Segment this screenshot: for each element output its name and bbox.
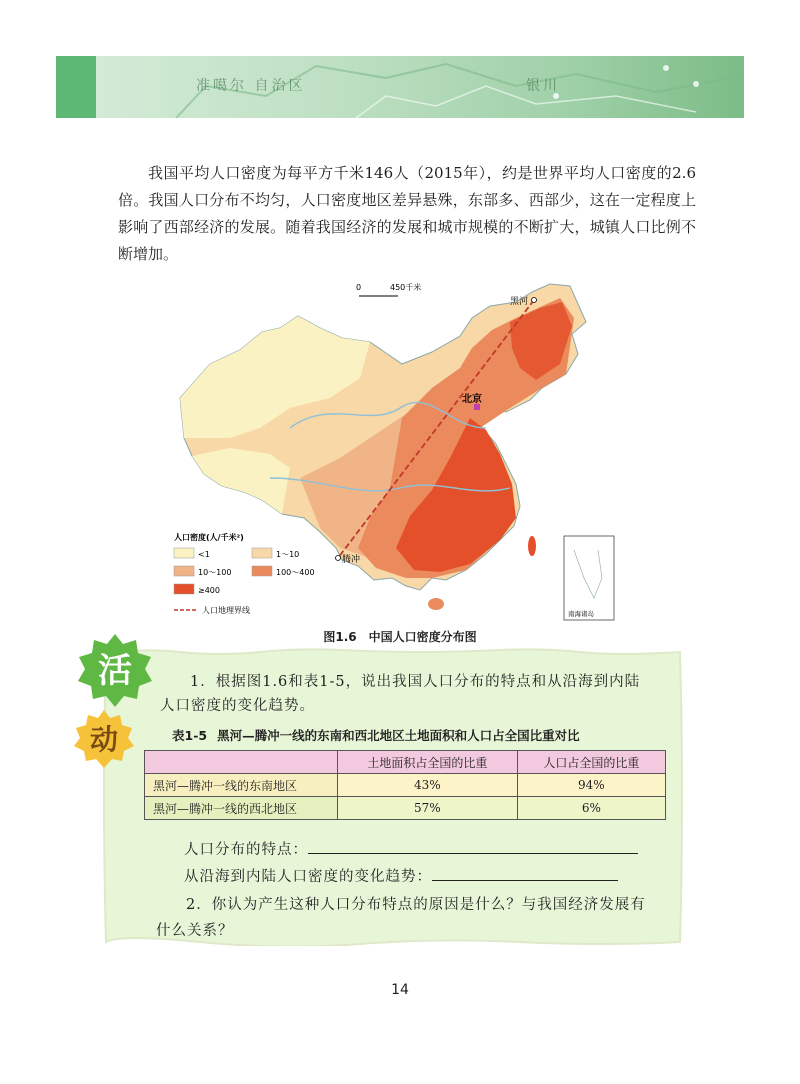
table-row-land: 43% <box>338 774 518 797</box>
table-title-text: 黑河—腾冲一线的东南和西北地区土地面积和人口占全国比重对比 <box>217 728 580 743</box>
answer-line-2 <box>184 865 618 886</box>
legend-swatch <box>174 584 194 594</box>
legend-swatch <box>252 548 272 558</box>
figure-number: 图1.6 <box>323 630 357 644</box>
taiwan <box>528 536 536 556</box>
intro-paragraph: 我国平均人口密度为每平方千米146人（2015年），约是世界平均人口密度的2.6倍。我国人口分布不均匀，人口密度地区差异悬殊，东部多、西部少，这在一定程度上影响了西部经济的发展。随着我国经济的发展和城市规模的不断扩大，城镇人口比例不断增加。 <box>118 164 696 263</box>
table-row-land: 57% <box>338 797 518 820</box>
banner-map-pattern <box>56 56 744 118</box>
banner-label-right: 银川 <box>526 78 560 94</box>
table-title <box>172 726 590 744</box>
beijing-label: 北京 <box>462 394 482 405</box>
figure-title: 中国人口密度分布图 <box>368 630 477 644</box>
table-row <box>145 774 666 797</box>
question-1-lead: 1．根据图1.6和表1-5，说出我国人口分布的特点和从沿海到内陆 <box>190 674 641 690</box>
legend-label: 1～10 <box>276 550 300 559</box>
activity-badge-2-text: 动 <box>89 723 118 756</box>
answer-1-label: 人口分布的特点： <box>184 842 308 858</box>
legend-swatch <box>174 566 194 576</box>
answer-2-blank[interactable] <box>432 866 618 881</box>
legend-label: <1 <box>198 550 210 559</box>
table-row-population: 94% <box>517 774 665 797</box>
activity-badge-1-text: 活 <box>98 651 132 691</box>
legend-label: 10～100 <box>198 568 232 577</box>
table-row <box>145 797 666 820</box>
banner-tab <box>56 56 96 118</box>
table-header-land: 土地面积占全国的比重 <box>338 751 518 774</box>
header-banner <box>56 56 744 118</box>
legend-line-label: 人口地理界线 <box>202 606 250 615</box>
question-1-tail: 人口密度的变化趋势。 <box>160 698 315 714</box>
population-density-map <box>170 278 630 626</box>
table-row-region: 黑河—腾冲一线的东南地区 <box>145 774 338 797</box>
heihe-label: 黑河 <box>510 297 529 307</box>
activity-badge-1 <box>76 632 154 710</box>
density-zone-very-low-tibet <box>192 448 290 514</box>
comparison-table <box>144 750 666 820</box>
table-header-population: 人口占全国的比重 <box>517 751 665 774</box>
hainan <box>428 598 444 610</box>
legend-swatch <box>174 548 194 558</box>
page-number: 14 <box>391 982 409 998</box>
table-row-population: 6% <box>517 797 665 820</box>
activity-box <box>89 646 686 946</box>
table-header-empty <box>145 751 338 774</box>
legend-label: 100～400 <box>276 568 315 577</box>
heihe-point <box>532 298 537 303</box>
legend-title: 人口密度(人/千米²) <box>174 533 244 542</box>
answer-1-blank[interactable] <box>308 839 638 854</box>
scale-zero: 0 <box>356 283 362 292</box>
answer-line-1 <box>184 838 638 859</box>
question-1 <box>160 670 668 718</box>
tengchong-point <box>336 556 341 561</box>
scale-distance: 450千米 <box>390 283 422 292</box>
activity-badge-2 <box>72 708 136 772</box>
legend-label: ≥400 <box>198 586 220 595</box>
question-2 <box>156 892 676 944</box>
table-number: 表1-5 <box>172 728 208 743</box>
banner-label-left: 准噶尔 自治区 <box>196 78 306 94</box>
south-sea-inset <box>564 536 614 620</box>
answer-2-label: 从沿海到内陆人口密度的变化趋势： <box>184 869 432 885</box>
intro-text <box>118 160 696 268</box>
table-header-row <box>145 751 666 774</box>
tengchong-label: 腾冲 <box>342 555 361 565</box>
question-2-tail: 什么关系？ <box>156 923 234 939</box>
question-2-lead: 2．你认为产生这种人口分布特点的原因是什么？与我国经济发展有 <box>186 897 646 913</box>
south-sea-label: 南海诸岛 <box>568 610 594 618</box>
table-row-region: 黑河—腾冲一线的西北地区 <box>145 797 338 820</box>
legend-items <box>174 548 315 595</box>
legend-swatch <box>252 566 272 576</box>
